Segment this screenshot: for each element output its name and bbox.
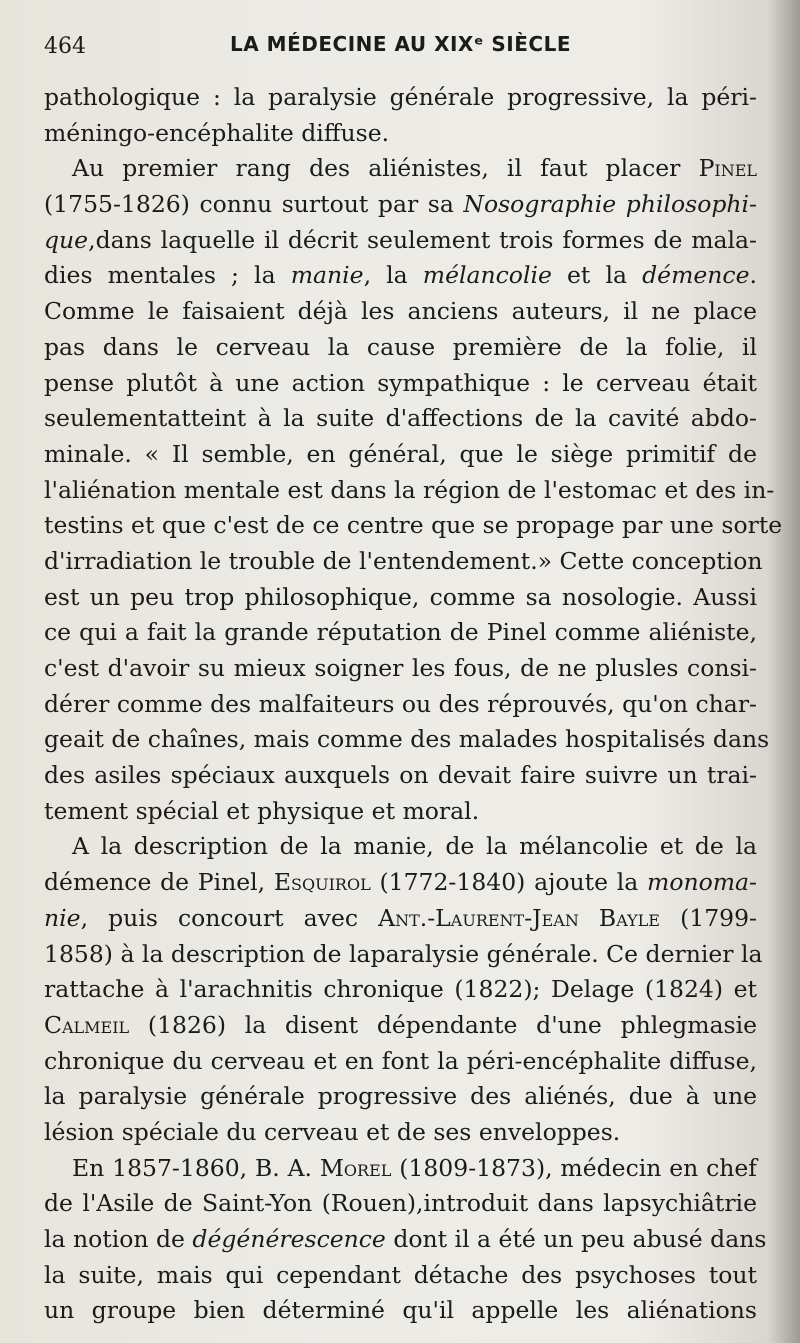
text-line <box>44 1044 757 1080</box>
text-run: d'irradiation le trouble de l'entendement.» Cette conception <box>44 546 763 575</box>
text-run: pas dans le cerveau la cause première de la folie, il <box>44 332 757 361</box>
italic-term: dégénérescence <box>192 1225 386 1253</box>
text-run: démence de Pinel, <box>44 868 274 897</box>
text-run: lésion spéciale du cerveau et de ses enveloppes. <box>44 1117 621 1146</box>
text-run: dérer comme des malfaiteurs ou des réprouvés, qu'on char- <box>44 689 757 718</box>
text-run: , puis concourt avec <box>80 903 379 932</box>
text-run: la paralysie générale progressive des aliénés, due à une <box>44 1082 757 1111</box>
text-run: (1809-1873), médecin en chef <box>391 1153 758 1182</box>
text-run: pense plutôt à une action sympathique : le cerveau était <box>44 368 757 397</box>
text-run: c'est d'avoir su mieux soigner les fous, de ne plusles consi- <box>44 654 757 682</box>
text-run: des asiles spéciaux auxquels on devait faire suivre un trai- <box>44 761 757 790</box>
text-line <box>44 223 757 259</box>
text-run: dont il a été un peu abusé dans <box>385 1225 767 1253</box>
text-line <box>44 794 757 830</box>
text-run: En 1857-1860, B. A. <box>72 1153 320 1182</box>
text-run: la notion de <box>44 1225 193 1253</box>
text-run: dies mentales ; la <box>44 261 291 290</box>
text-line <box>44 937 763 973</box>
text-line <box>44 865 757 901</box>
text-run: tement spécial et physique et moral. <box>44 796 480 825</box>
small-caps-name: Ant.-Laurent-Jean Bayle <box>378 903 660 932</box>
text-line <box>44 758 757 794</box>
text-line <box>44 972 757 1008</box>
text-run: seulementatteint à la suite d'affections de la cavité abdo- <box>44 404 757 433</box>
page-number: 464 <box>44 34 86 59</box>
italic-term: démence <box>642 261 750 290</box>
text-run: Comme le faisaient déjà les anciens auteurs, il ne place <box>44 297 757 326</box>
text-run: . <box>749 261 757 290</box>
small-caps-name: Esquirol <box>273 868 371 897</box>
text-line <box>44 258 757 294</box>
small-caps-name: Calmeil <box>44 1010 130 1039</box>
italic-term: que <box>44 225 89 254</box>
text-line <box>44 1222 767 1258</box>
text-line <box>44 1151 757 1187</box>
text-run: et la <box>551 261 643 290</box>
italic-term: mélancolie <box>422 261 552 290</box>
text-run: pathologique : la paralysie générale progressive, la péri- <box>44 83 757 111</box>
text-run: un groupe bien déterminé qu'il appelle les aliénations <box>44 1296 757 1325</box>
text-line <box>44 508 783 544</box>
text-run: , la <box>363 261 423 290</box>
text-line <box>44 544 763 580</box>
small-caps-name: Pinel <box>698 154 757 183</box>
text-line <box>44 687 757 723</box>
italic-term: Nosographie philosophi- <box>463 190 757 219</box>
text-line <box>44 901 757 937</box>
text-line <box>44 651 757 687</box>
text-run: est un peu trop philosophique, comme sa nosologie. Aussi <box>44 582 757 611</box>
running-head <box>44 28 760 62</box>
text-line <box>44 1293 757 1329</box>
text-line <box>44 1186 757 1222</box>
text-run: (1772-1840) ajoute la <box>370 868 648 897</box>
text-run: 1858) à la description de laparalysie générale. Ce dernier la <box>44 939 763 968</box>
text-run: de l'Asile de Saint-Yon (Rouen),introduit dans lapsychiâtrie <box>44 1189 757 1218</box>
text-line <box>44 1079 757 1115</box>
text-run: ,dans laquelle il décrit seulement trois formes de mala- <box>88 225 757 254</box>
text-run: A la description de la manie, de la mélancolie et de la <box>72 832 757 861</box>
text-line <box>44 1258 757 1294</box>
text-line <box>44 437 757 473</box>
text-run: testins et que c'est de ce centre que se propage par une sorte <box>44 511 783 540</box>
text-line <box>44 116 757 152</box>
text-line <box>44 580 757 616</box>
text-run: méningo-encéphalite diffuse. <box>44 118 390 147</box>
text-run: la suite, mais qui cependant détache des psychoses tout <box>44 1260 757 1289</box>
text-line <box>44 473 775 509</box>
text-run: (1826) la disent dépendante d'une phlegmasie <box>129 1010 757 1039</box>
text-line <box>44 1115 757 1151</box>
text-run: geait de chaînes, mais comme des malades hospitalisés dans <box>44 725 770 754</box>
text-line <box>44 80 757 116</box>
text-line <box>44 615 757 651</box>
text-run: l'aliénation mentale est dans la région de l'estomac et des in- <box>44 475 775 504</box>
text-run: chronique du cerveau et en font la péri-encéphalite diffuse, <box>44 1046 757 1075</box>
text-line <box>44 829 757 865</box>
text-line <box>44 151 757 187</box>
running-title: LA MÉDECINE AU XIXᵉ SIÈCLE <box>230 32 571 56</box>
text-run: (1799- <box>659 903 757 932</box>
text-line <box>44 1008 757 1044</box>
text-line <box>44 722 770 758</box>
text-line <box>44 401 757 437</box>
text-run: Au premier rang des aliénistes, il faut placer <box>72 154 699 183</box>
italic-term: manie <box>290 261 364 290</box>
text-run: ce qui a fait la grande réputation de Pinel comme aliéniste, <box>44 618 757 647</box>
text-line <box>44 366 757 402</box>
text-line <box>44 330 757 366</box>
italic-term: monoma- <box>647 868 757 897</box>
small-caps-name: Morel <box>319 1153 392 1182</box>
body-text <box>44 80 783 1329</box>
text-run: minale. « Il semble, en général, que le siège primitif de <box>44 439 757 468</box>
text-line <box>44 187 757 223</box>
text-line <box>44 294 757 330</box>
italic-term: nie <box>44 903 81 932</box>
text-run: (1755-1826) connu surtout par sa <box>44 190 464 219</box>
text-run: rattache à l'arachnitis chronique (1822); Delage (1824) et <box>44 975 757 1004</box>
